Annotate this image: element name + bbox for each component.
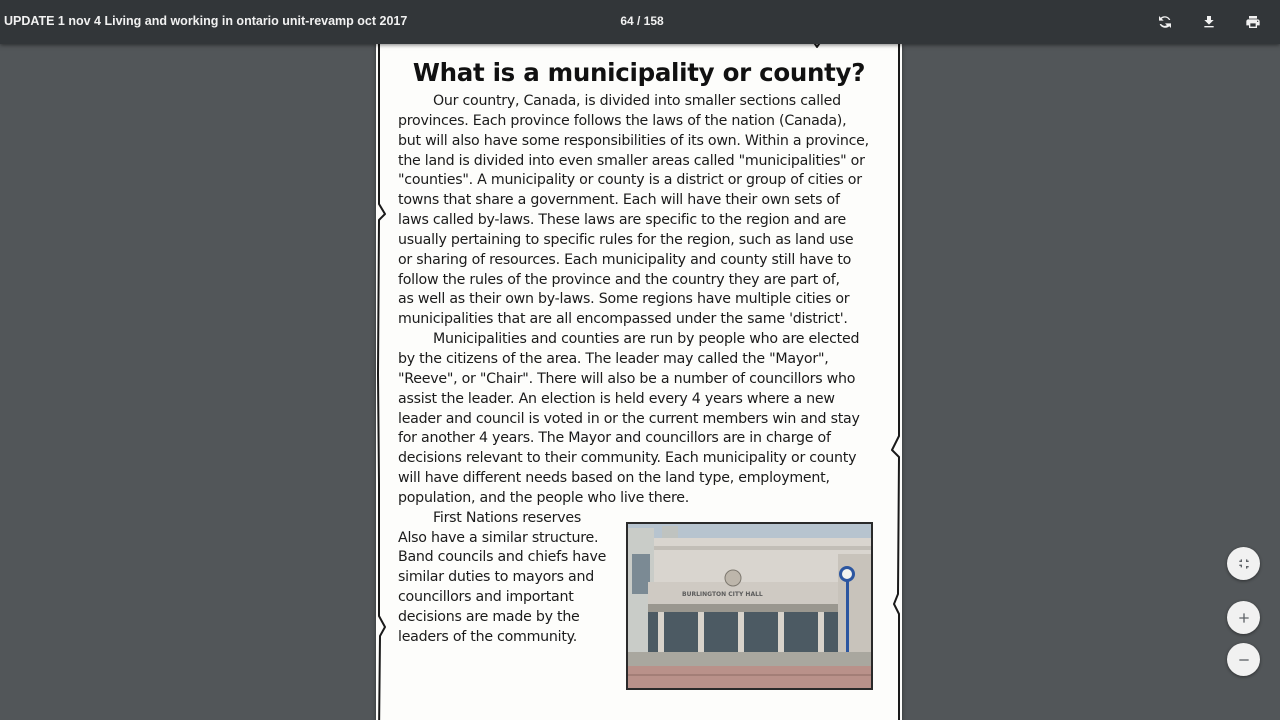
text-line: Municipalities and counties are run by people who are elected [433, 331, 860, 348]
text-line: councillors and important [398, 589, 574, 606]
text-line: laws called by-laws. These laws are specific to the region and are [398, 212, 846, 229]
pdf-page [376, 44, 902, 720]
document-title: UPDATE 1 nov 4 Living and working in ontario unit-revamp oct 2017 [4, 14, 408, 28]
fit-to-page-icon [1236, 556, 1252, 572]
city-hall-sign: BURLINGTON CITY HALL [682, 591, 763, 598]
text-line: leaders of the community. [398, 628, 578, 645]
zoom-in-icon [1236, 610, 1252, 626]
rotate-icon [1157, 14, 1173, 30]
text-line: as well as their own by-laws. Some regions have multiple cities or [398, 291, 850, 308]
text-line: or sharing of resources. Each municipality and county still have to [398, 251, 852, 268]
text-line: but will also have some responsibilities of its own. Within a province, [398, 132, 869, 149]
text-line: provinces. Each province follows the laws of the nation (Canada), [398, 112, 847, 129]
text-line: by the citizens of the area. The leader may called the "Mayor", [398, 350, 829, 367]
zoom-out-button[interactable] [1227, 643, 1260, 676]
text-line: Also have a similar structure. [398, 529, 599, 546]
text-line: Our country, Canada, is divided into smaller sections called [433, 93, 841, 109]
text-line: "counties". A municipality or county is a district or group of cities or [398, 172, 862, 189]
text-line: "Reeve", or "Chair". There will also be a number of councillors who [398, 370, 856, 387]
download-icon [1201, 14, 1217, 30]
fit-to-page-button[interactable] [1227, 547, 1260, 580]
text-line: towns that share a government. Each will have their own sets of [398, 192, 840, 209]
zoom-out-icon [1236, 652, 1252, 668]
viewer-toolbar [0, 0, 1280, 44]
city-hall-photo [626, 522, 873, 690]
print-button[interactable] [1239, 8, 1267, 36]
text-line: follow the rules of the province and the country they are part of, [398, 271, 840, 288]
text-line: will have different needs based on the land type, employment, [398, 470, 830, 487]
page-heading: What is a municipality or county? [412, 58, 866, 87]
rotate-button[interactable] [1151, 8, 1179, 36]
print-icon [1245, 14, 1261, 30]
text-line: decisions relevant to their community. Each municipality or county [398, 450, 857, 467]
text-line: for another 4 years. The Mayor and councillors are in charge of [398, 430, 831, 447]
text-line: similar duties to mayors and [398, 569, 594, 586]
text-line: decisions are made by the [398, 608, 580, 625]
text-line: municipalities that are all encompassed under the same 'district'. [398, 311, 848, 328]
text-line: usually pertaining to specific rules for the region, such as land use [398, 231, 854, 248]
text-line: population, and the people who live there. [398, 489, 689, 506]
city-hall-photo-illustration [628, 524, 871, 688]
text-line: the land is divided into even smaller areas called "municipalities" or [398, 152, 865, 169]
text-line: leader and council is voted in or the current members win and stay [398, 410, 860, 427]
text-line: First Nations reserves [433, 509, 581, 526]
download-button[interactable] [1195, 8, 1223, 36]
page-counter[interactable]: 64 / 158 [620, 14, 664, 28]
zoom-in-button[interactable] [1227, 601, 1260, 634]
text-line: Band councils and chiefs have [398, 549, 607, 566]
text-line: assist the leader. An election is held every 4 years where a new [398, 390, 835, 407]
